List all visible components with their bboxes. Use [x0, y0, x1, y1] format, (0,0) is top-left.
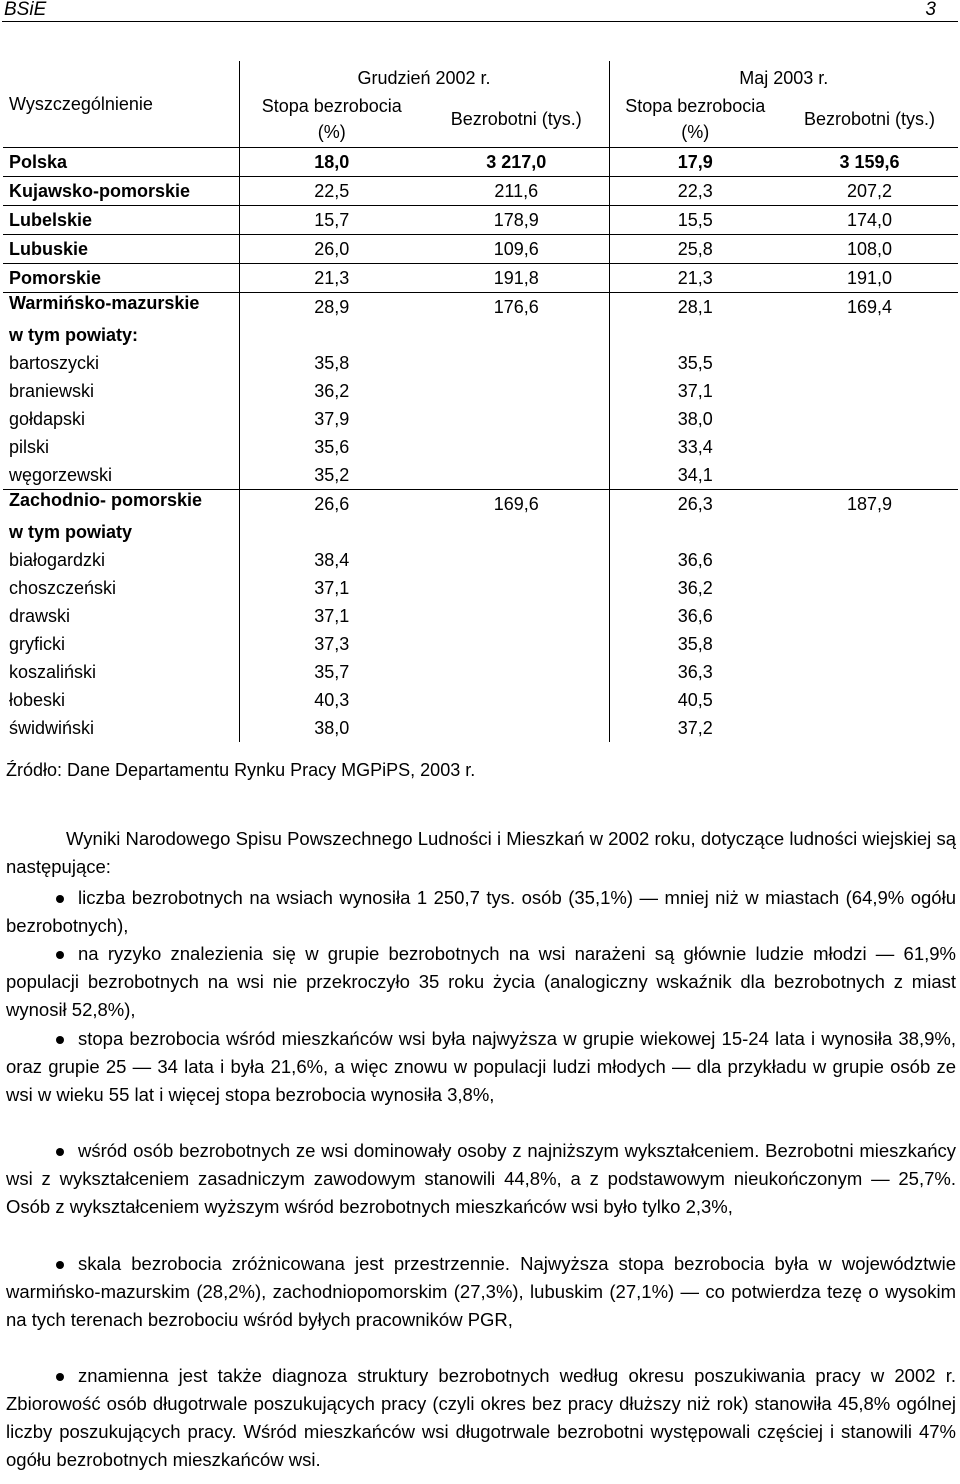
- unemployed-2003: 174,0: [781, 206, 958, 235]
- unemployed-2002: [424, 461, 609, 490]
- table-row: [3, 602, 958, 630]
- header-left: BSiE: [4, 0, 47, 20]
- rate-2003: 36,6: [609, 602, 781, 630]
- table-row: [3, 433, 958, 461]
- unemployed-2002: [424, 658, 609, 686]
- table-row: [3, 148, 958, 177]
- unemployed-2003: [781, 630, 958, 658]
- unemployed-2002: 169,6: [424, 490, 609, 519]
- unemployed-2002: 109,6: [424, 235, 609, 264]
- unemployed-2003: [781, 433, 958, 461]
- row-label: pilski: [9, 437, 50, 457]
- row-label: bartoszycki: [9, 353, 100, 373]
- bullet-icon: [56, 1373, 64, 1381]
- bullet-item: [6, 1025, 956, 1109]
- rate-2002: 15,7: [239, 206, 424, 235]
- rate-2003: 38,0: [609, 405, 781, 433]
- table-row: [3, 490, 958, 519]
- row-label: w tym powiaty: [9, 522, 133, 542]
- unemployed-2003: [781, 321, 958, 349]
- row-label: węgorzewski: [9, 465, 113, 485]
- unemployed-2003: 3 159,6: [781, 148, 958, 177]
- unemployed-2003: [781, 658, 958, 686]
- rate-2003: 36,6: [609, 546, 781, 574]
- period-1-header: Grudzień 2002 r.: [239, 61, 609, 91]
- rate-2003: 22,3: [609, 177, 781, 206]
- unemployed-2003: [781, 377, 958, 405]
- unemployed-2003: 191,0: [781, 264, 958, 293]
- rate-header-2: [609, 91, 781, 148]
- intro-paragraph: Wyniki Narodowego Spisu Powszechnego Ludności i Mieszkań w 2002 roku, dotyczące ludności wiejskiej są następujące:: [6, 828, 956, 877]
- rate-2003: [609, 321, 781, 349]
- unemployed-2003: [781, 686, 958, 714]
- bullet-text: liczba bezrobotnych na wsiach wynosiła 1 250,7 tys. osób (35,1%) — mniej niż w miastach (64,9% ogółu bezrobotnych),: [6, 887, 956, 936]
- rate-2003: 35,8: [609, 630, 781, 658]
- rate-2002: 18,0: [239, 148, 424, 177]
- rate-2003: 21,3: [609, 264, 781, 293]
- unemployed-2003: [781, 349, 958, 377]
- rate-2003: 36,2: [609, 574, 781, 602]
- bullet-text: wśród osób bezrobotnych ze wsi dominowały osoby z najniższym wykształceniem. Bezrobotni mieszkańcy wsi z wykształceniem zasadniczym zawodowym stanowili 44,8%, a z podstawowym nieukończonym — 25,7%. Osób z wykształceniem wyższym wśród bezrobotnych mieszkańców wsi było tylko 2,3%,: [6, 1140, 956, 1217]
- row-label: gołdapski: [9, 409, 86, 429]
- rate-2002: 40,3: [239, 686, 424, 714]
- table-row: [3, 293, 958, 322]
- rate-header-2-line1: Stopa bezrobocia: [625, 96, 766, 116]
- row-label: braniewski: [9, 381, 95, 401]
- unemployed-2003: [781, 461, 958, 490]
- table-row: [3, 630, 958, 658]
- bullet-icon: [56, 1261, 64, 1269]
- rate-2003: 34,1: [609, 461, 781, 490]
- row-label: Polska: [3, 148, 239, 177]
- unemployed-2002: 211,6: [424, 177, 609, 206]
- rate-2002: 21,3: [239, 264, 424, 293]
- row-label: choszczeński: [9, 578, 117, 598]
- unemployed-2003: [781, 518, 958, 546]
- table-row: [3, 206, 958, 235]
- unemployed-2003: 169,4: [781, 293, 958, 322]
- row-label: drawski: [9, 606, 71, 626]
- table-row: [3, 377, 958, 405]
- rate-2002: 26,6: [239, 490, 424, 519]
- rate-2002: 35,6: [239, 433, 424, 461]
- col-header-label: Wyszczególnienie: [9, 94, 153, 114]
- unemployed-2003: 187,9: [781, 490, 958, 519]
- unemployed-2002: [424, 377, 609, 405]
- bullet-text: stopa bezrobocia wśród mieszkańców wsi była najwyższa w grupie wiekowej 15-24 lata i wynosiła 38,9%, oraz grupie 25 — 34 lata i była 21,6%, a więc znowu w populacji ludzi młodych — dla przykładu w grupie osób ze wsi w wieku 55 lat i więcej stopa bezrobocia wynosiła 3,8%,: [6, 1028, 956, 1105]
- unemployed-2003: [781, 714, 958, 742]
- table-row: [3, 518, 958, 546]
- table-row: [3, 349, 958, 377]
- rate-2003: 26,3: [609, 490, 781, 519]
- rate-2002: 22,5: [239, 177, 424, 206]
- rate-2002: [239, 518, 424, 546]
- table-header-row-1: [3, 61, 958, 91]
- bullet-icon: [56, 951, 64, 959]
- unemployed-2003: [781, 574, 958, 602]
- unemployed-2002: [424, 714, 609, 742]
- bullet-icon: [56, 1036, 64, 1044]
- rate-2002: 38,4: [239, 546, 424, 574]
- rate-2002: 37,3: [239, 630, 424, 658]
- bullet-item: [6, 1137, 956, 1221]
- unemployed-2002: [424, 602, 609, 630]
- rate-2002: 38,0: [239, 714, 424, 742]
- unemployed-2003: [781, 405, 958, 433]
- row-label: białogardzki: [9, 550, 106, 570]
- bullet-text: skala bezrobocia zróżnicowana jest przestrzennie. Najwyższa stopa bezrobocia była w województwie warmińsko-mazurskim (28,2%), zachodniopomorskim (27,3%), lubuskim (27,1%) — co potwierdza tezę o wysokim na tych terenach bezrobociu wśród byłych pracowników PGR,: [6, 1253, 956, 1330]
- unemployed-2002: [424, 518, 609, 546]
- table-row: [3, 321, 958, 349]
- rate-2003: 35,5: [609, 349, 781, 377]
- rate-2002: 37,1: [239, 602, 424, 630]
- unemployed-2002: 3 217,0: [424, 148, 609, 177]
- rate-header-1-line1: Stopa bezrobocia: [261, 96, 402, 116]
- row-label: Kujawsko-pomorskie: [3, 177, 239, 206]
- rate-2002: 28,9: [239, 293, 424, 322]
- page-header: [0, 0, 960, 20]
- rate-2002: 36,2: [239, 377, 424, 405]
- table-row: [3, 686, 958, 714]
- rate-2002: 26,0: [239, 235, 424, 264]
- rate-2002: 37,1: [239, 574, 424, 602]
- row-label: gryficki: [9, 634, 66, 654]
- bullet-item: [6, 1362, 956, 1474]
- rate-2003: 33,4: [609, 433, 781, 461]
- unemployed-2003: 108,0: [781, 235, 958, 264]
- row-label: w tym powiaty:: [9, 325, 139, 345]
- row-label: łobeski: [9, 690, 66, 710]
- rate-2003: 15,5: [609, 206, 781, 235]
- rate-2002: 35,8: [239, 349, 424, 377]
- rate-2003: 25,8: [609, 235, 781, 264]
- unemployed-2002: [424, 405, 609, 433]
- rate-2002: 37,9: [239, 405, 424, 433]
- row-label: Pomorskie: [3, 264, 239, 293]
- rate-header-2-line2: (%): [681, 122, 710, 142]
- table-row: [3, 264, 958, 293]
- table-row: [3, 461, 958, 490]
- bullet-text: na ryzyko znalezienia się w grupie bezrobotnych na wsi narażeni są głównie ludzie młodzi — 61,9% populacji bezrobotnych na wsi nie przekroczyło 35 roku życia (analogiczny wskaźnik dla bezrobotnych z miast wynosił 52,8%),: [6, 943, 956, 1020]
- source-note: Źródło: Dane Departamentu Rynku Pracy MGPiPS, 2003 r.: [6, 760, 476, 780]
- rate-2002: 35,2: [239, 461, 424, 490]
- row-label: Lubuskie: [3, 235, 239, 264]
- row-label: Zachodnio- pomorskie: [3, 490, 239, 519]
- rate-2003: 40,5: [609, 686, 781, 714]
- row-label: Lubelskie: [3, 206, 239, 235]
- rate-header-1-line2: (%): [317, 122, 346, 142]
- unemployed-2002: [424, 546, 609, 574]
- rate-2003: 37,2: [609, 714, 781, 742]
- rate-2003: 17,9: [609, 148, 781, 177]
- unemployed-2002: [424, 574, 609, 602]
- unemployed-2002: 178,9: [424, 206, 609, 235]
- table-row: [3, 405, 958, 433]
- rate-2003: 37,1: [609, 377, 781, 405]
- unemployed-2002: [424, 321, 609, 349]
- unemployed-header-2: Bezrobotni (tys.): [781, 91, 958, 148]
- rate-2002: 35,7: [239, 658, 424, 686]
- table-body: [3, 148, 958, 743]
- bullet-icon: [56, 895, 64, 903]
- table-row: [3, 574, 958, 602]
- unemployed-header-1: Bezrobotni (tys.): [424, 91, 609, 148]
- rate-2003: 28,1: [609, 293, 781, 322]
- unemployed-2002: [424, 686, 609, 714]
- table-row: [3, 546, 958, 574]
- bullet-item: [6, 884, 956, 940]
- rate-2002: [239, 321, 424, 349]
- rate-header-1: [239, 91, 424, 148]
- unemployment-table: [3, 61, 958, 742]
- rate-2003: [609, 518, 781, 546]
- unemployed-2002: [424, 349, 609, 377]
- unemployed-2002: [424, 630, 609, 658]
- bullet-item: [6, 1250, 956, 1334]
- page-number: 3: [925, 0, 936, 20]
- row-label: świdwiński: [9, 718, 95, 738]
- bullet-item: [6, 940, 956, 1024]
- bullet-icon: [56, 1148, 64, 1156]
- period-2-header: Maj 2003 r.: [609, 61, 958, 91]
- header-rule: [2, 21, 958, 22]
- unemployed-2003: 207,2: [781, 177, 958, 206]
- unemployed-2002: 191,8: [424, 264, 609, 293]
- row-label: koszaliński: [9, 662, 97, 682]
- table-row: [3, 658, 958, 686]
- rate-2003: 36,3: [609, 658, 781, 686]
- table-row: [3, 714, 958, 742]
- row-label: Warmińsko-mazurskie: [3, 293, 239, 322]
- unemployed-2002: [424, 433, 609, 461]
- unemployed-2003: [781, 602, 958, 630]
- unemployed-2002: 176,6: [424, 293, 609, 322]
- table-row: [3, 235, 958, 264]
- unemployed-2003: [781, 546, 958, 574]
- bullet-text: znamienna jest także diagnoza struktury bezrobotnych według okresu poszukiwania pracy w 2002 r. Zbiorowość osób długotrwale poszukujących pracy (czyli okres bez pracy dłuższy niż rok) stanowiła 45,8% ogólnej liczby poszukujących pracy. Wśród mieszkańców wsi długotrwale bezrobotni występowali częściej i stanowili 47% ogółu bezrobotnych mieszkańców wsi.: [6, 1365, 956, 1470]
- table-row: [3, 177, 958, 206]
